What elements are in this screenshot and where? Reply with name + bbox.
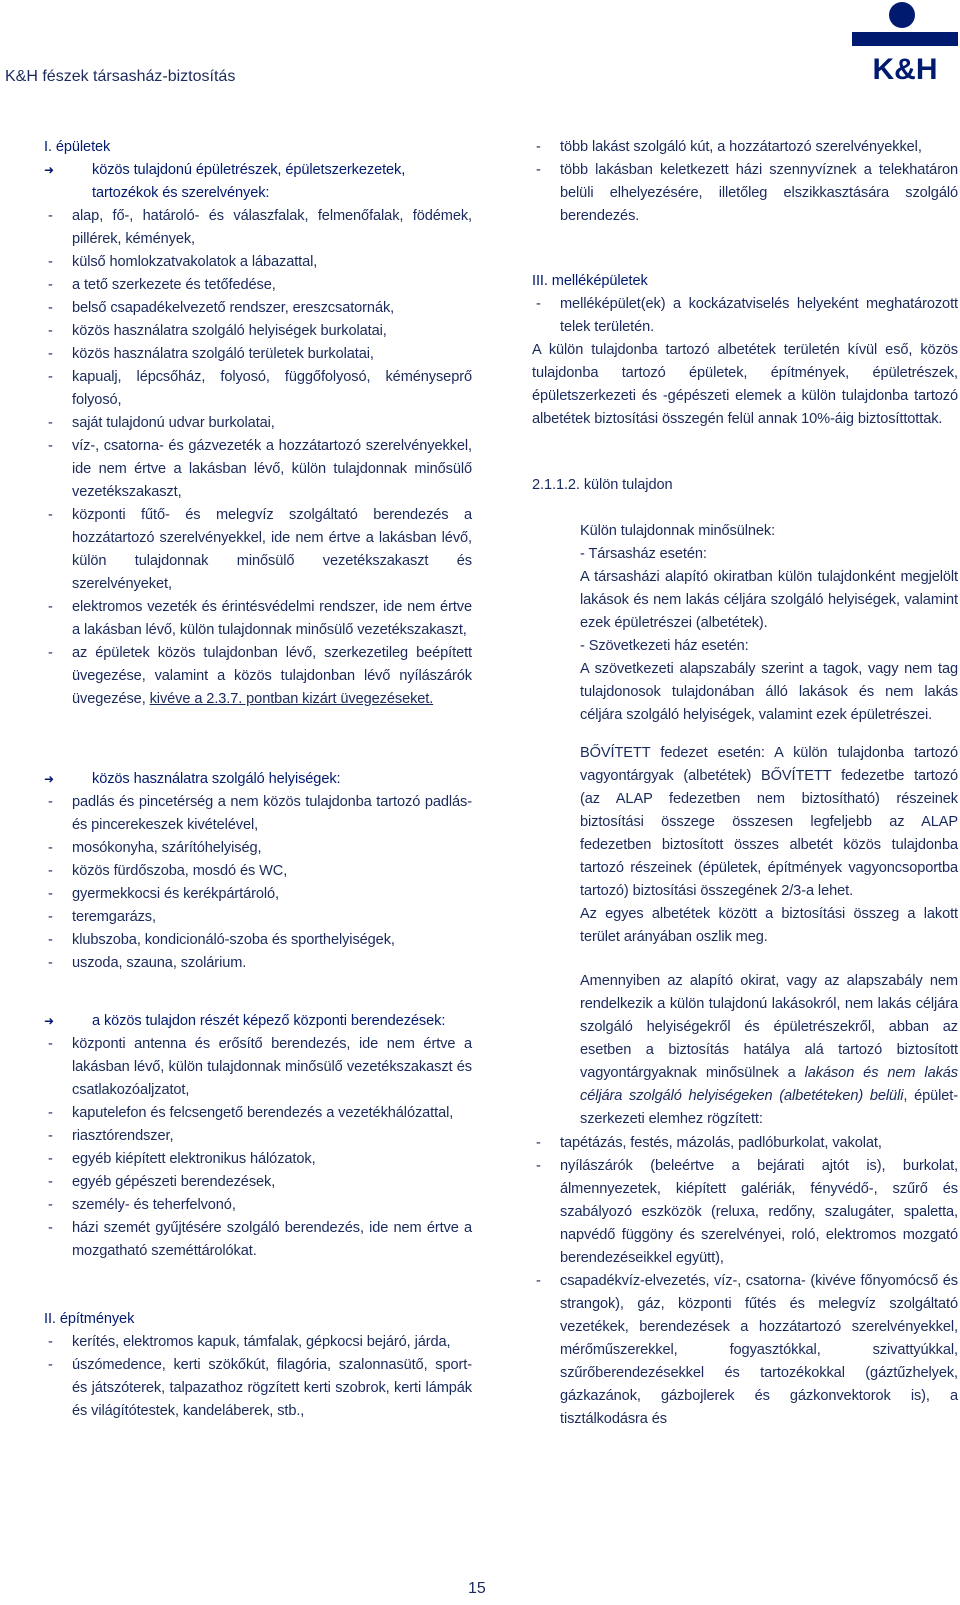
section-title-buildings: I. épületek [44,139,111,155]
list-item: - egyéb gépészeti berendezések, [48,1174,276,1190]
section-outbuildings [532,270,958,431]
section-title-outbuildings: III. melléképületek [532,273,648,289]
list-item: - mosókonyha, szárítóhelyiség, [48,840,262,856]
condo-label: - Társasház esetén: [580,546,707,562]
default-ownership-paragraph: Amennyiben az alapító okirat, vagy az alapszabály nem rendelkezik a külön tulajdonú lakásokról, nem lakás céljára szolgáló helyiségekről és épületrészekről, abban az esetben a biztosítás hatálya alá tartozó biztosított vagyontárgyaknak minősülnek a lakáson és nem lakás céljára szolgáló helyiségeken (albetéteken) belüli, épület-szerkezeti elemhez rögzített: [580,973,959,1127]
arrow-bullet-icon: ➜ [44,163,54,177]
list-item: - kapualj, lépcsőház, folyosó, függőfolyosó, kéményseprő folyosó, [48,369,472,408]
exclusion-reference: kivéve a 2.3.7. pontban kizárt üvegezéseket. [149,691,434,707]
list-item: - központi antenna és erősítő berendezés, ide nem értve a lakásban lévő, külön tulajdonnak minősülő vezetékszakaszt és csatlakozóaljzatot, [48,1036,472,1098]
list-item: - nyílászárók (beleértve a bejárati ajtót is), burkolat, álmennyezetek, kiépített galériák, fényvédő-, szűrő és szabályozó eszközök (reluxa, redőny, szalugáter, spaletta, napvédő függöny és szerelvényei, roló, elektromos mozgató berendezéseikkel együtt), [536,1158,958,1266]
list-item: - úszómedence, kerti szökőkút, filagória, szalonnasütő, sport- és játszóterek, talpazathoz rögzített kerti szobrok, kerti lámpák és világítótestek, kandeláberek, stb., [48,1357,472,1419]
document-header-title: K&H fészek társasház-biztosítás [5,68,236,85]
list-central-equipment [44,1033,472,1263]
list-item: - víz-, csatorna- és gázvezeték a hozzátartozó szerelvényekkel, ide nem értve a lakásban lévő, külön tulajdonnak minősülő vezetékszakaszt, [48,438,472,500]
subsection-common-parts [44,159,472,205]
list-structures [44,1331,472,1423]
subsection-central-equipment [44,1010,472,1033]
list-item: - kaputelefon és felcsengető berendezés a vezetékhálózattal, [48,1105,454,1121]
list-item: - saját tulajdonú udvar burkolatai, [48,415,275,431]
list-item: - közös használatra szolgáló területek burkolatai, [48,346,374,362]
extended-coverage-text: BŐVÍTETT fedezet esetén: A külön tulajdonba tartozó vagyontárgyak (albetétek) BŐVÍTETT fedezetbe tartozó (az ALAP fedezetben nem biztosítható) részeinek biztosítási összege összesen legfeljebb az ALAP fedezetben biztosított összes albetét közös tulajdonba tartozó részeinek (épületek, építmények vagyoncsoportba tartozó) biztosítási összegének 2/3-a lehet. [580,745,958,899]
list-item: - alap, fő-, határoló- és válaszfalak, felmenőfalak, födémek, pillérek, kémények, [48,208,472,247]
list-item: - riasztórendszer, [48,1128,174,1144]
list-common-parts [44,205,472,711]
italic-phrase: lakáson és nem lakás céljára szolgáló helyiségeken (albetéteken) belüli [580,1065,959,1104]
logo-text: K&H [872,53,938,86]
list-item: - elektromos vezeték és érintésvédelmi rendszer, ide nem értve a lakásban lévő, külön tulajdonnak minősülő vezetékszakaszt, [48,599,472,638]
list-item: - közös használatra szolgáló helyiségek burkolatai, [48,323,387,339]
arrow-bullet-icon: ➜ [44,1014,54,1028]
list-item: - melléképület(ek) a kockázatviselés helyeként meghatározott telek területén. [536,296,958,335]
list-item: - több lakásban keletkezett házi szennyvíznek a telekhatáron belüli elhelyezésére, illetőleg elszikkasztására szolgáló berendezés. [536,162,958,224]
page-number: 15 [468,1580,486,1597]
list-item: - közös fürdőszoba, mosdó és WC, [48,863,288,879]
list-item: - kerítés, elektromos kapuk, támfalak, gépkocsi bejáró, járda, [48,1334,451,1350]
list-item: - az épületek közös tulajdonban lévő, szerkezetileg beépített üvegezése, valamint a közös tulajdonban lévő nyílászárók üvegezése, kivéve a 2.3.7. pontban kizárt üvegezéseket. [48,645,472,707]
list-item: - belső csapadékelvezető rendszer, ereszcsatornák, [48,300,395,316]
subsection-title: a közös tulajdon részét képező központi berendezések: [92,1013,446,1029]
section-title-structures: II. építmények [44,1311,135,1327]
list-item: - tapétázás, festés, mázolás, padlóburkolat, vakolat, [536,1135,882,1151]
list-item: - teremgarázs, [48,909,156,925]
subsection-title: közös tulajdonú épületrészek, épületszerkezetek, tartozékok és szerelvények: [92,162,406,201]
logo-circle [889,2,915,28]
condo-text: A társasházi alapító okiratban külön tulajdonként megjelölt lakások és nem lakás céljára szolgáló helyiségek, valamint ezek épületrészei (albetétek). [580,569,958,631]
section-buildings [44,136,472,711]
continued-list [532,136,958,228]
subsection-title: közös használatra szolgáló helyiségek: [92,771,341,787]
list-fixed-elements [532,1132,958,1431]
section-title-separate-ownership: 2.1.1.2. külön tulajdon [532,477,673,493]
extended-coverage-text-2: Az egyes albetétek között a biztosítási összeg a lakott terület arányában oszlik meg. [580,906,958,945]
list-item: - klubszoba, kondicionáló-szoba és sporthelyiségek, [48,932,395,948]
list-item: - külső homlokzatvakolatok a lábazattal, [48,254,318,270]
arrow-bullet-icon: ➜ [44,772,54,786]
list-item: - padlás és pincetérség a nem közös tulajdonba tartozó padlás- és pincerekeszek kivételével, [48,794,472,833]
list-item: - egyéb kiépített elektronikus hálózatok, [48,1151,316,1167]
outbuildings-paragraph: A külön tulajdonba tartozó albetétek területén kívül eső, közös tulajdonba tartozó épületek, építmények, épületrészek, épületszerkezeti és -gépészeti elemek a külön tulajdonba tartozó albetétek biztosítási összegén felül annak 10%-áig biztosíttottak. [532,342,958,427]
list-common-rooms [44,791,472,975]
list-item: - gyermekkocsi és kerékpártároló, [48,886,279,902]
separate-ownership-definitions [580,520,958,727]
logo-bar [852,32,958,46]
extended-coverage [580,742,958,949]
subsection-common-rooms [44,768,472,791]
section-structures [44,1308,472,1423]
section-separate-ownership [532,474,958,497]
list-item: - központi fűtő- és melegvíz szolgáltató berendezés a hozzátartozó szerelvényekkel, ide nem értve a lakásban lévő, külön tulajdonnak minősülő vezetékszakaszt és szerelvényeket, [48,507,472,592]
list-item: - a tető szerkezete és tetőfedése, [48,277,276,293]
definitions-intro: Külön tulajdonnak minősülnek: [580,523,776,539]
list-item: - házi szemét gyűjtésére szolgáló berendezés, ide nem értve a mozgatható szeméttárolókat. [48,1220,472,1259]
section-central-equipment [44,1010,472,1263]
list-item: - személy- és teherfelvonó, [48,1197,236,1213]
coop-label: - Szövetkezeti ház esetén: [580,638,749,654]
section-common-rooms [44,768,472,975]
kh-logo [852,0,958,86]
list-item: - uszoda, szauna, szolárium. [48,955,247,971]
list-item: - több lakást szolgáló kút, a hozzátartozó szerelvényekkel, [536,139,922,155]
coop-text: A szövetkezeti alapszabály szerint a tagok, vagy nem tag tulajdonosok tulajdonában álló lakások és nem lakás céljára szolgáló helyiségek, valamint ezek épületrészei. [580,661,958,723]
list-item: - csapadékvíz-elvezetés, víz-, csatorna- (kivéve főnyomócső és strangok), gáz, központi fűtés és melegvíz szolgáltató vezetékek, berendezések a hozzátartozó szerelvényekkel, mérőműszerekkel, fogyasztókkal, szivattyúkkal, szűrőberendezésekkel és tartozékokkal (gáztűzhelyek, gázkazánok, gázbojlerek és gázkonvektorok is), a tisztálkodásra és [536,1273,958,1427]
